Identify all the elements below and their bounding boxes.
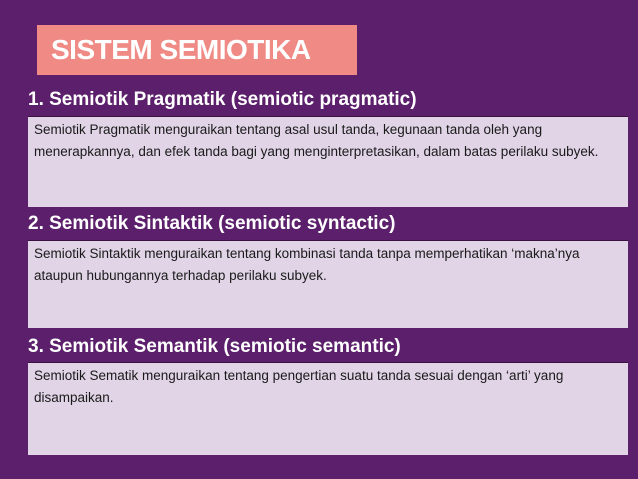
section-body-pragmatik: Semiotik Pragmatik menguraikan tentang asal usul tanda, kegunaan tanda oleh yang menerapkannya, dan efek tanda bagi yang menginterpretasikan, dalam batas perilaku subyek.	[28, 116, 628, 207]
section-heading-sintaktik: 2. Semiotik Sintaktik (semiotic syntactic)	[28, 213, 396, 234]
section-heading-semantik: 3. Semiotik Semantik (semiotic semantic)	[28, 336, 401, 357]
slide-title: SISTEM SEMIOTIKA	[37, 25, 357, 75]
section-body-semantik: Semiotik Sematik menguraikan tentang pengertian suatu tanda sesuai dengan ‘arti’ yang disampaikan.	[28, 362, 628, 455]
section-body-sintaktik: Semiotik Sintaktik menguraikan tentang kombinasi tanda tanpa memperhatikan ‘makna’nya ataupun hubungannya terhadap perilaku subyek.	[28, 240, 628, 328]
section-heading-pragmatik: 1. Semiotik Pragmatik (semiotic pragmatic)	[28, 89, 417, 110]
